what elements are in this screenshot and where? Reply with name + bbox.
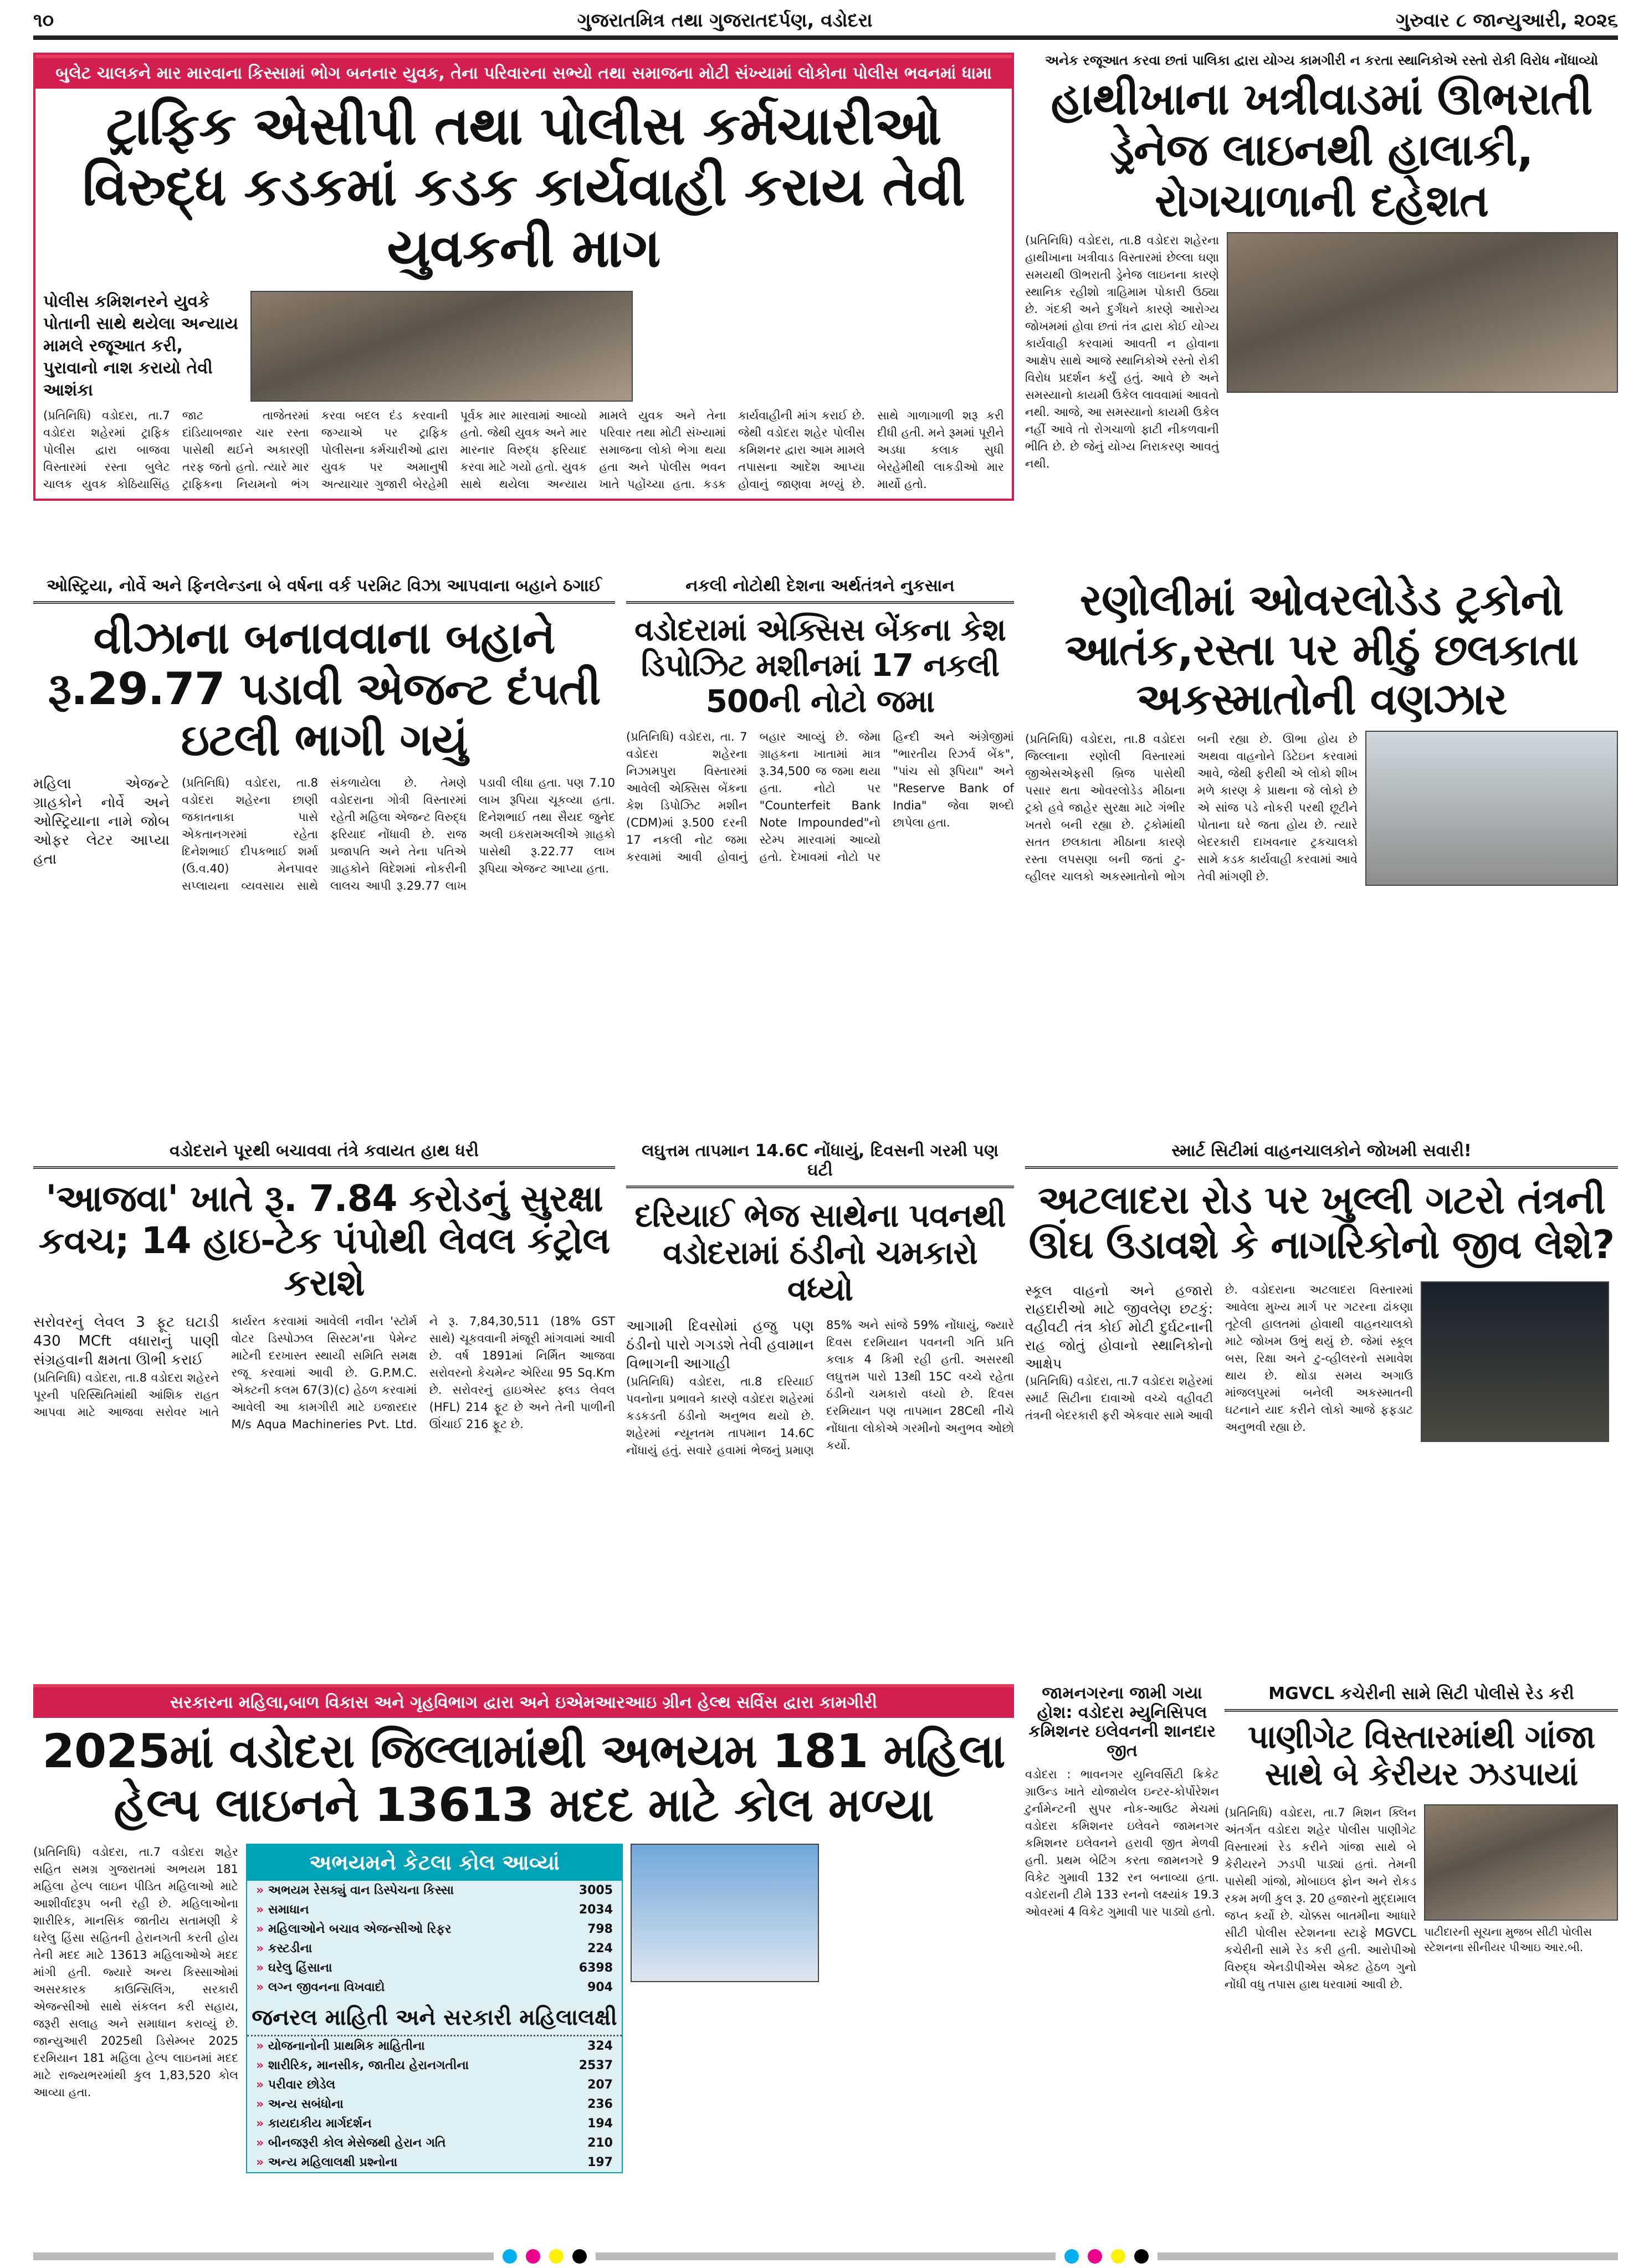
row-value: 6398 <box>578 1961 613 1975</box>
row-value: 224 <box>587 1942 613 1956</box>
table-row <box>247 2114 622 2133</box>
article-fake-notes <box>626 576 1014 866</box>
row-label: » અન્ય મહિલાલક્ષી પ્રશ્નોના <box>256 2156 397 2169</box>
table-row <box>247 2153 622 2172</box>
article-headline: વડોદરામાં એક્સિસ બેંકના કેશ ડિપોઝિટ મશીનમાં 17 નકલી 500ની નોટો જમા <box>634 612 1006 720</box>
article-headline: 2025માં વડોદરા જિલ્લામાંથી અભયમ 181 મહિલા હેલ્પ લાઇનને 13613 મદદ માટે કોલ મળ્યા <box>42 1724 1005 1832</box>
row-label: » લગ્ન જીવનના વિખવાદો <box>256 1980 385 1994</box>
article-headline: હાથીખાના ખત્રીવાડમાં ઊભરાતી ડ્રેનેજ લાઇનથી હાલાકી, રોગચાળાની દહેશત <box>1051 73 1592 227</box>
row-label: » કાયદાકીય માર્ગદર્શન <box>256 2117 372 2131</box>
article-photo <box>1421 1281 1609 1442</box>
article-headline: દરિયાઈ ભેજ સાથેના પવનથી વડોદરામાં ઠંડીનો ચમકારો વધ્યો <box>634 1197 1006 1309</box>
article-kicker: વડોદરાને પૂરથી બચાવવા તંત્રે કવાયત હાથ ધરી <box>33 1141 615 1169</box>
article-body: (પ્રતિનિધિ) વડોદરા, તા.7 મિશન ક્લિન અંતર્ગત વડોદરા શહેર પોલીસ પાણીગેટ વિસ્તારમાં રેડ કરીને ગાંજા સાથે બે કેરીયરને ઝડપી પાડ્યાં હતાં. તેમની પાસેથી ગાંજો, મોબાઇલ ફોન અને રોકડ રકમ મળી કુલ રૂ. 20 હજારનો મુદ્દામાલ જપ્ત કર્યો છે. ચોક્કસ બાતમીના આધારે સીટી પોલીસ સ્ટેશનના સ્ટાફે MGVCL કચેરીની સામે રેડ કરી હતી. આરોપીઓ વિરુદ્ધ એનડીપીએસ એક્ટ હેઠળ ગુનો નોંધી વધુ તપાસ હાથ ધરવામાં આવી છે. <box>1225 1806 1416 1992</box>
article-text: (પ્રતિનિધિ) વડોદરા, તા.7 વડોદરા શહેરમાં સ્માર્ટ સિટીના દાવાઓ વચ્ચે વહીવટી તંત્રની બેદરકારી ફરી એકવાર સામે આવી છે. વડોદરાના અટલાદરા વિસ્તારમાં આવેલા મુખ્ય માર્ગ પર ગટરના ઢાંકણા તૂટેલી હાલતમાં હોવાથી વાહનચાલકો માટે જોખમ ઉભું થયું છે. જેમાં સ્કૂલ બસ, રિક્ષા અને ટુ-વ્હીલરનો સમાવેશ થાય છે. થોડા સમય અગાઉ માંજલપુરમાં બનેલી અકસ્માતની ઘટનાને યાદ કરીને લોકો આજે ફફડાટ અનુભવી રહ્યા છે. <box>1025 1283 1413 1434</box>
article-body <box>33 1313 615 1433</box>
article-headline: અટલાદરા રોડ પર ખુલ્લી ગટરો તંત્રની ઊંઘ ઉડાવશે કે નાગરિકોનો જીવ લેશે? <box>1028 1177 1615 1268</box>
article-kicker: બુલેટ ચાલકને માર મારવાના કિસ્સામાં ભોગ બનનાર યુવક, તેના પરિવારના સભ્યો તથા સમાજના મોટી સંખ્યામાં લોકોના પોલીસ ભવનમાં ધામા <box>35 55 1012 89</box>
row-label: » સમાધાન <box>256 1903 309 1917</box>
row-label: » અન્ય સબંધોના <box>256 2097 344 2111</box>
article-photo <box>631 1844 819 1982</box>
row-value: 210 <box>587 2136 613 2151</box>
article-headline: રણોલીમાં ઓવરલોડેડ ટ્રકોનો આતંક,રસ્તા પર મીઠું છલકાતા અકસ્માતોની વણઝાર <box>1064 576 1579 725</box>
article-lead: સ્કૂલ વાહનો અને હજારો રાહદારીઓ માટે જીવલેણ છટકું: વહીવટી તંત્ર કોઈ મોટી દુર્ઘટનાની રાહ જોતું હોવાનો સ્થાનિકોનો આક્ષેપ <box>1025 1282 1213 1372</box>
article-photo <box>1365 731 1618 886</box>
registration-bar <box>33 2249 1618 2264</box>
table-row <box>247 1939 622 1958</box>
table-row <box>247 2036 622 2056</box>
article-body: (પ્રતિનિધિ) વડોદરા, તા. 7 વડોદરા શહેરના નિઝામપુરા વિસ્તારમાં આવેલી એક્સિસ બેંકના કેશ ડિપોઝિટ મશીન (CDM)માં રૂ.500 દરની 17 નકલી નોટ જમા કરવામાં આવી હોવાનું બહાર આવ્યું છે. જેમા ગ્રાહકના ખાતામાં માત્ર રૂ.34,500 જ જમા થયા હતા. નોટો પર "Counterfeit Bank Note Impounded"નો સ્ટેમ્પ મારવામાં આવ્યો હતો. દેખાવમાં નોટો પર હિન્દી અને અંગ્રેજીમાં "ભારતીય રિઝર્વ બેંક", "પાંચ સો રૂપિયા" અને "Reserve Bank of India" જેવા શબ્દો છાપેલા હતા. <box>626 730 1014 864</box>
article-text: (પ્રતિનિધિ) વડોદરા, તા.8 દરિયાઈ પવનોના પ્રભાવને કારણે વડોદરા શહેરમાં કડકડતી ઠંડીનો અનુભવ થયો છે. શહેરમાં ન્યૂનતમ તાપમાન 14.6C નોંધાયું હતું. સવારે હવામાં ભેજનું પ્રમાણ 85% અને સાંજે 59% નોંધાયું, જ્યારે દિવસ દરમિયાન પવનની ગતિ પ્રતિ કલાક 4 કિમી રહી હતી. અસરથી લઘુત્તમ પારો 13થી 15C વચ્ચે રહેતા ઠંડીનો ચમકારો વધ્યો છે. દિવસ દરમિયાન પણ તાપમાન 28Cથી નીચે નોંધાતા લોકોએ ગરમીનો અનુભવ ઓછો કર્યો. <box>626 1318 1014 1458</box>
row-label: » ઘરેલુ હિંસાના <box>256 1961 332 1975</box>
article-text: (પ્રતિનિધિ) વડોદરા, તા.8 વડોદરા શહેરના છાણી જકાતનાકા પાસે એકતાનગરમાં રહેતા દિનેશભાઈ દીપકભાઈ શર્મા (ઉ.વ.40) મેનપાવર સપ્લાયના વ્યવસાય સાથે સંકળાયેલા છે. તેમણે વડોદરાના ગોત્રી વિસ્તારમાં રહેતી મહિલા એજન્ટ વિરુદ્ધ ફરિયાદ નોંધાવી છે. રાજ પ્રજાપતિ અને તેના પતિએ ગ્રાહકોને વિદેશમાં નોકરીની લાલચ આપી રૂ.29.77 લાખ પડાવી લીધા હતા. પણ 7.10 લાખ રૂપિયા ચૂકવ્યા હતા. દિનેશભાઈ તથા સૈયદ જુનેદ અલી ઇકરામઅલીએ ગ્રાહકો પાસેથી રૂ.22.77 લાખ રૂપિયા એજન્ટ આપ્યા હતા. <box>182 776 615 892</box>
article-headline: 'આજવા' ખાતે રૂ. 7.84 કરોડનું સુરક્ષા કવચ; 14 હાઇ-ટેક પંપોથી લેવલ કંટ્રોલ કરાશે <box>38 1177 610 1304</box>
row-label: » અભયમ રેસક્યું વાન ડિસ્પેચના કિસ્સા <box>256 1884 454 1897</box>
article-lead: સરોવરનું લેવલ 3 ફૂટ ઘટાડી 430 MCft વધારાનું પાણી સંગ્રહવાની ક્ષમતા ઊભી કરાઈ <box>33 1313 219 1368</box>
article-ganja-seized <box>1225 1684 1618 1993</box>
article-ajwa-lake <box>33 1141 615 1433</box>
article-kicker: સ્માર્ટ સિટીમાં વાહનચાલકોને જોખમી સવારી! <box>1025 1141 1618 1169</box>
row-value: 194 <box>587 2117 613 2131</box>
article-body: (પ્રતિનિધિ) વડોદરા, તા.8 વડોદરા શહેરના હાથીખાના ખત્રીવાડ વિસ્તારમાં છેલ્લા ઘણા સમયથી ઊભરાતી ડ્રેનેજ લાઇનના કારણે સ્થાનિક રહીશો ત્રાહિમામ પોકારી ઉઠ્યા છે. ગંદકી અને દુર્ગંધને કારણે આરોગ્ય જોખમમાં હોવા છતાં તંત્ર દ્વારા કોઈ યોગ્ય કાર્યવાહી કરવામાં આવતી ન હોવાના આક્ષેપ સાથે આજે સ્થાનિકોએ રસ્તો રોકી વિરોધ પ્રદર્શન કર્યું હતું. આવે છે અને સમસ્યાનો કાયમી ઉકેલ લાવવામાં આવતો નથી. આજે, આ સમસ્યાનો કાયમી ઉકેલ નહીં આવે તો રોગચાળો ફાટી નીકળવાની ભીતિ છે. છે જેનું યોગ્ય નિરાકરણ આવતું નથી. <box>1025 234 1219 470</box>
row-value: 2537 <box>578 2059 613 2073</box>
row-label: » શારીરિક, માનસીક, જાતીય હેરાનગતીના <box>256 2059 469 2072</box>
article-kicker: MGVCL કચેરીની સામે સિટી પોલીસે રેડ કરી <box>1225 1684 1618 1712</box>
table-row <box>247 2133 622 2153</box>
article-kicker: અનેક રજૂઆત કરવા છતાં પાલિકા દ્વારા યોગ્ય કામગીરી ન કરતા સ્થાનિકોએ રસ્તો રોકી વિરોધ નોંધાવ્યો <box>1044 53 1599 68</box>
article-photo <box>250 291 633 402</box>
issue-date: ગુરુવાર ૮ જાન્યુઆરી, ૨૦૨૬ <box>1396 9 1618 32</box>
row-value: 324 <box>587 2039 613 2054</box>
table-row <box>247 1958 622 1978</box>
article-abhayam-181 <box>33 1684 1014 2173</box>
article-body: (પ્રતિનિધિ) વડોદરા, તા.7 વડોદરા શહેરમાં ટ્રાફિક પોલીસ દ્વારા બાજવા વિસ્તારમાં રસ્તા બુલેટ ચાલક યુવક કોઠિયાસિંહ જાટ તાજેતરમાં દાંડિયાબજાર ચાર રસ્તા પાસેથી થઈને અકારણી તરફ જતો હતો. ત્યારે માર ટ્રાફિકના નિયમનો ભંગ કરવા બદલ દંડ કરવાની જગ્યાએ પર ટ્રાફિક પોલીસના કર્મચારીઓ દ્વારા યુવક પર અમાનુષી અત્યાચાર ગુજારી બેરહેમી પૂર્વક માર મારવામાં આવ્યો હતો. જેથી યુવક અને માર મારનાર વિરુદ્ધ ફરિયાદ કરવા માટે ગયો હતો. યુવક સાથે થયેલા અન્યાય મામલે યુવક અને તેના પરિવાર તથા મોટી સંખ્યામાં સમાજના લોકો ભેગા થયા હતા અને પોલીસ ભવન ખાતે પહોંચ્યા હતા. કડક કાર્યવાહીની માંગ કરાઈ છે. જેથી વડોદરા શહેર પોલીસ કમિશનર દ્વારા આમ મામલે તપાસના આદેશ આપ્યા હોવાનું જાણવા મળ્યું છે. સાથે ગાળાગાળી શરૂ કરી દીધી હતી. મને રૂમમાં પૂરીને અડધા કલાક સુધી બેરહેમીથી લાકડીઓ માર માર્યો હતો. <box>43 409 1004 491</box>
table-row <box>247 2056 622 2075</box>
article-body <box>33 774 615 895</box>
article-overloaded-trucks <box>1025 576 1618 886</box>
table-row <box>247 2095 622 2114</box>
article-body: (પ્રતિનિધિ) વડોદરા, તા.7 વડોદરા શહેર સહિત સમગ્ર ગુજરાતમાં અભયમ 181 મહિલા હેલ્પ લાઇન પીડિત મહિલાઓ માટે આશીર્વાદરૂપ બની રહી છે. મહિલાઓના શારીરિક, માનસિક જાતીય સતામણી કે ઘરેલુ હિંસા સહિતની હેરાનગતી કરતી હોય તેની મદદ માટે 13613 મહિલાઓએ મદદ માંગી હતી. જ્યારે અન્ય કિસ્સાઓમાં અસરકારક કાઉન્સિલિંગ, સરકારી એજન્સીઓ સાથે સંકલન કરી સહાય, જરૂરી સલાહ અને સમાધાન કરાવ્યું છે. જાન્યુઆરી 2025થી ડિસેમ્બર 2025 દરમિયાન 181 મહિલા હેલ્પ લાઇનમાં મદદ માટે રાજ્યભરમાંથી કુલ 1,83,520 કોલ આવ્યા હતા. <box>33 1845 238 2100</box>
row-label: » બીનજરૂરી કોલ મેસેજથી હેરાન ગતિ <box>256 2136 445 2150</box>
article-open-gutters <box>1025 1141 1618 1442</box>
table-subtitle: જનરલ માહિતી અને સરકારી મહિલાલક્ષી <box>247 1997 622 2036</box>
row-label: » કસ્ટડીના <box>256 1942 312 1956</box>
row-value: 2034 <box>578 1903 613 1917</box>
row-value: 236 <box>587 2097 613 2112</box>
table-row <box>247 1920 622 1939</box>
row-label: » પરીવાર છોડેલ <box>256 2078 335 2092</box>
article-body <box>1025 1281 1413 1436</box>
masthead <box>33 6 1618 40</box>
table-title: અભયમને કેટલા કોલ આવ્યાં <box>247 1845 622 1881</box>
row-value: 207 <box>587 2078 613 2092</box>
article-body: (પ્રતિનિધિ) વડોદરા, તા.8 વડોદરા જિલ્લાના રણોલી વિસ્તારમાં જીએસએફસી બ્રિજ પાસેથી પસાર થતા ઓવરલોડેડ મીઠાના ટ્રકો હવે જાહેર સુરક્ષા માટે ગંભીર ખતરો બની રહ્યા છે. ટ્રકોમાંથી સતત છલકાતા મીઠાના કારણે રસ્તા લપસણા બની જતાં ટુ-વ્હીલર ચાલકો અકસ્માતોનો ભોગ બની રહ્યા છે. ઊભા હોય છે અથવા વાહનોને ડિટેઇન કરવામાં આવે, જેથી ફરીથી એ લોકો શીખ મળે કારણ કે પ્રાથના જે લોકો છે એ સાંજ પડે નોકરી પરથી છૂટીને પોતાના ઘરે જતા હોય છે. ત્યારે બેદરકારી દાખવનાર ટ્રકચાલકો સામે કડક કાર્યવાહી કરવામાં આવે તેવી માંગણી છે. <box>1025 732 1358 884</box>
table-row <box>247 1900 622 1920</box>
article-kicker: નકલી નોટોથી દેશના અર્થતંત્રને નુકસાન <box>626 576 1014 604</box>
table-row <box>247 2075 622 2095</box>
paper-name: ગુજરાતમિત્ર તથા ગુજરાતદર્પણ, વડોદરા <box>577 9 873 32</box>
article-headline: પાણીગેટ વિસ્તારમાંથી ગાંજા સાથે બે કેરીયર ઝડપાયાં <box>1247 1718 1595 1793</box>
table-row <box>247 1881 622 1900</box>
article-cricket <box>1025 1684 1219 1921</box>
row-value: 3005 <box>578 1884 613 1898</box>
row-value: 197 <box>587 2156 613 2170</box>
article-headline: ટ્રાફિક એસીપી તથા પોલીસ કર્મચારીઓ વિરુદ્ધ કડકમાં કડક કાર્યવાહી કરાય તેવી યુવકની માગ <box>82 95 965 279</box>
article-text: (પ્રતિનિધિ) વડોદરા, તા.8 વડોદરા શહેરને પૂરની પરિસ્થિતિમાંથી આંશિક રાહત આપવા માટે આજવા સરોવર ખાતે કાર્યરત કરવામાં આવેલી નવીન 'સ્ટોર્મ વોટર ડિસ્પોઝલ સિસ્ટમ'ના પેમેન્ટ માટેની દરખાસ્ત સ્થાયી સમિતિ સમક્ષ રજૂ કરવામાં આવી છે. G.P.M.C. એક્ટની કલમ 67(3)(c) હેઠળ કરવામાં આવેલી આ કામગીરી માટે ઇજારદાર M/s Aqua Machineries Pvt. Ltd. ને રૂ. 7,84,30,511 (18% GST સાથે) ચૂકવવાની મંજૂરી માંગવામાં આવી છે. વર્ષ 1891માં નિર્મિત આજવા સરોવરનો કેચમેન્ટ એરિયા 95 Sq.Km છે. સરોવરનું હાઇએસ્ટ ફ્લડ લેવલ (HFL) 214 ફૂટ છે અને તેની પાળીની ઊંચાઈ 216 ફૂટ છે. <box>33 1314 615 1431</box>
row-label: » યોજનાનોની પ્રાથમિક માહિતીના <box>256 2039 425 2053</box>
article-body: વડોદરા : ભાવનગર યુનિવર્સિટી ક્રિકેટ ગ્રાઉન્ડ ખાતે યોજાયેલ ઇન્ટર-કોર્પોરેશન ટુર્નામેન્ટની સુપર નોક-આઉટ મેચમાં વડોદરા કમિશનર ઇલેવને જામનગર કમિશનર ઇલેવનને હરાવી જીત મેળવી હતી. પ્રથમ બેટિંગ કરતા જામનગરે 9 વિકેટ ગુમાવી 132 રન બનાવ્યા હતા. વડોદરાની ટીમે 133 રનનો લક્ષ્યાંક 19.3 ઓવરમાં 4 વિકેટ ગુમાવી પાર પાડ્યો હતો. <box>1025 1768 1219 1918</box>
row-value: 904 <box>587 1980 613 1995</box>
article-visa-fraud <box>33 576 615 895</box>
abhayam-call-table <box>246 1844 623 2173</box>
table-row <box>247 1978 622 1997</box>
article-lead: આગામી દિવસોમાં હજુ પણ ઠંડીનો પારો ગગડશે તેવી હવામાન વિભાગની આગાહી <box>626 1318 814 1373</box>
article-kicker: ઓસ્ટ્રિયા, નોર્વે અને ફિનલેન્ડના બે વર્ષના વર્ક પરમિટ વિઝા આપવાના બહાને ઠગાઈ <box>33 576 615 604</box>
article-kicker: લઘુત્તમ તાપમાન 14.6C નોંધાયું, દિવસની ગરમી પણ ઘટી <box>626 1141 1014 1188</box>
article-lead: પોલીસ કમિશનરને યુવકે પોતાની સાથે થયેલા અન્યાય મામલે રજૂઆત કરી, પુરાવાનો નાશ કરાયો તેવી આશંકા <box>43 292 238 401</box>
article-cold-wave <box>626 1141 1014 1459</box>
row-value: 798 <box>587 1922 613 1937</box>
article-kicker: સરકારના મહિલા,બાળ વિકાસ અને ગૃહવિભાગ દ્વારા અને ઇએમઆરઆઇ ગ્રીન હેલ્થ સર્વિસ દ્વારા કામગીરી <box>33 1684 1014 1718</box>
page-number: ૧૦ <box>33 9 54 32</box>
article-body <box>626 1317 1014 1459</box>
article-traffic-acp <box>33 53 1014 501</box>
article-lead: મહિલા એજન્ટે ગ્રાહકોને નોર્વે અને ઓસ્ટ્રિયાના નામે જોબ ઓફર લેટર આપ્યા હતા <box>33 776 170 868</box>
article-photo <box>1227 232 1618 393</box>
article-headline: વીઝાના બનાવવાના બહાને રૂ.29.77 પડાવી એજન્ટ દંપતી ઇટલી ભાગી ગયું <box>48 612 601 766</box>
row-label: » મહિલાઓને બચાવ એજન્સીઓ રિફર <box>256 1922 451 1936</box>
article-drainage <box>1025 53 1618 473</box>
photo-caption: પાટીદારની સૂચના મુજબ સીટી પોલીસ સ્ટેશનના સીનીયર પીઆઇ આર.બી. <box>1424 1925 1592 1954</box>
article-headline: જામનગરના જામી ગયા હોશ: વડોદરા મ્યુનિસિપલ કમિશનર ઇલેવનની શાનદાર જીત <box>1028 1684 1216 1761</box>
article-photo <box>1424 1804 1618 1921</box>
